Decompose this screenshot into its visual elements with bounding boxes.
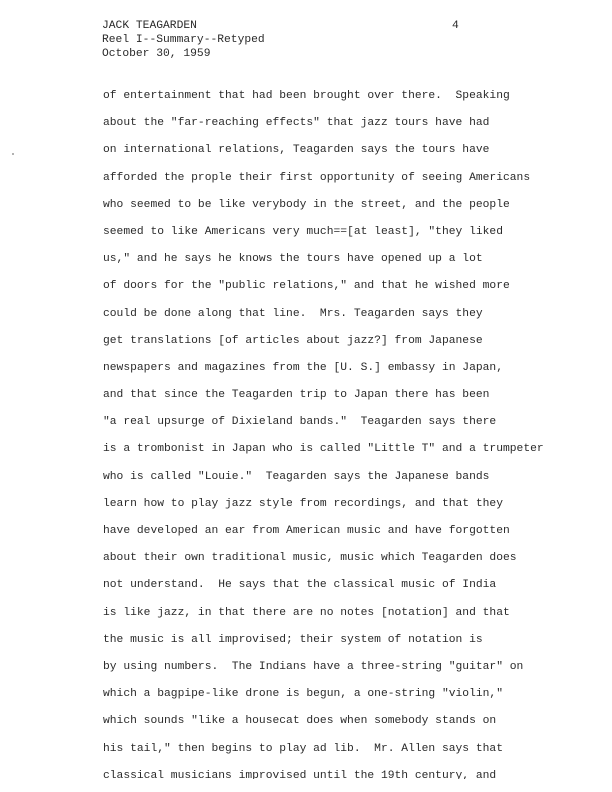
text-line: have developed an ear from American music and have forgotten (103, 525, 510, 537)
text-line: about their own traditional music, music which Teagarden does (103, 552, 517, 565)
text-line: afforded the prople their first opportunity of seeing Americans (103, 171, 531, 184)
text-line: and that since the Teagarden trip to Japan there has been (103, 389, 490, 402)
text-line: is like jazz, in that there are no notes [notation] and that (103, 606, 510, 619)
text-line: of doors for the "public relations," and that he wished more (103, 280, 510, 293)
page-number: 4 (452, 20, 459, 32)
header-reel: Reel I--Summary--Retyped (102, 34, 265, 46)
text-line: newspapers and magazines from the [U. S.] embassy in Japan, (103, 361, 503, 374)
text-line: the music is all improvised; their system of notation is (103, 633, 483, 646)
header-name: JACK TEAGARDEN (102, 20, 197, 32)
text-line: on international relations, Teagarden says the tours have (103, 144, 490, 157)
text-line: who is called "Louie." Teagarden says the Japanese bands (103, 470, 490, 483)
text-line: get translations [of articles about jazz?] from Japanese (103, 334, 483, 347)
text-line: "a real upsurge of Dixieland bands." Teagarden says there (103, 416, 497, 429)
margin-mark (12, 153, 14, 155)
text-line: by using numbers. The Indians have a three-string "guitar" on (103, 660, 524, 673)
text-line: which sounds "like a housecat does when somebody stands on (103, 715, 497, 728)
text-line: of entertainment that had been brought over there. Speaking (103, 90, 510, 102)
text-line: us," and he says he knows the tours have opened up a lot (103, 253, 483, 266)
text-line: is a trombonist in Japan who is called "Little T" and a trumpeter (103, 443, 544, 456)
text-line: learn how to play jazz style from recordings, and that they (103, 497, 503, 510)
text-line: his tail," then begins to play ad lib. Mr. Allen says that (103, 742, 503, 755)
text-line: could be done along that line. Mrs. Teagarden says they (103, 307, 483, 320)
text-line: about the "far-reaching effects" that jazz tours have had (103, 117, 490, 130)
text-line: seemed to like Americans very much==[at least], "they liked (103, 225, 503, 238)
document-header (102, 19, 265, 61)
text-line: who seemed to be like verybody in the street, and the people (103, 198, 510, 211)
header-date: October 30, 1959 (102, 48, 211, 60)
summary-body (103, 89, 603, 779)
text-line: not understand. He says that the classical music of India (103, 579, 497, 592)
text-line: which a bagpipe-like drone is begun, a one-string "violin," (103, 688, 503, 701)
text-line-cut-off: classical musicians improvised until the 19th century, and (103, 769, 497, 779)
